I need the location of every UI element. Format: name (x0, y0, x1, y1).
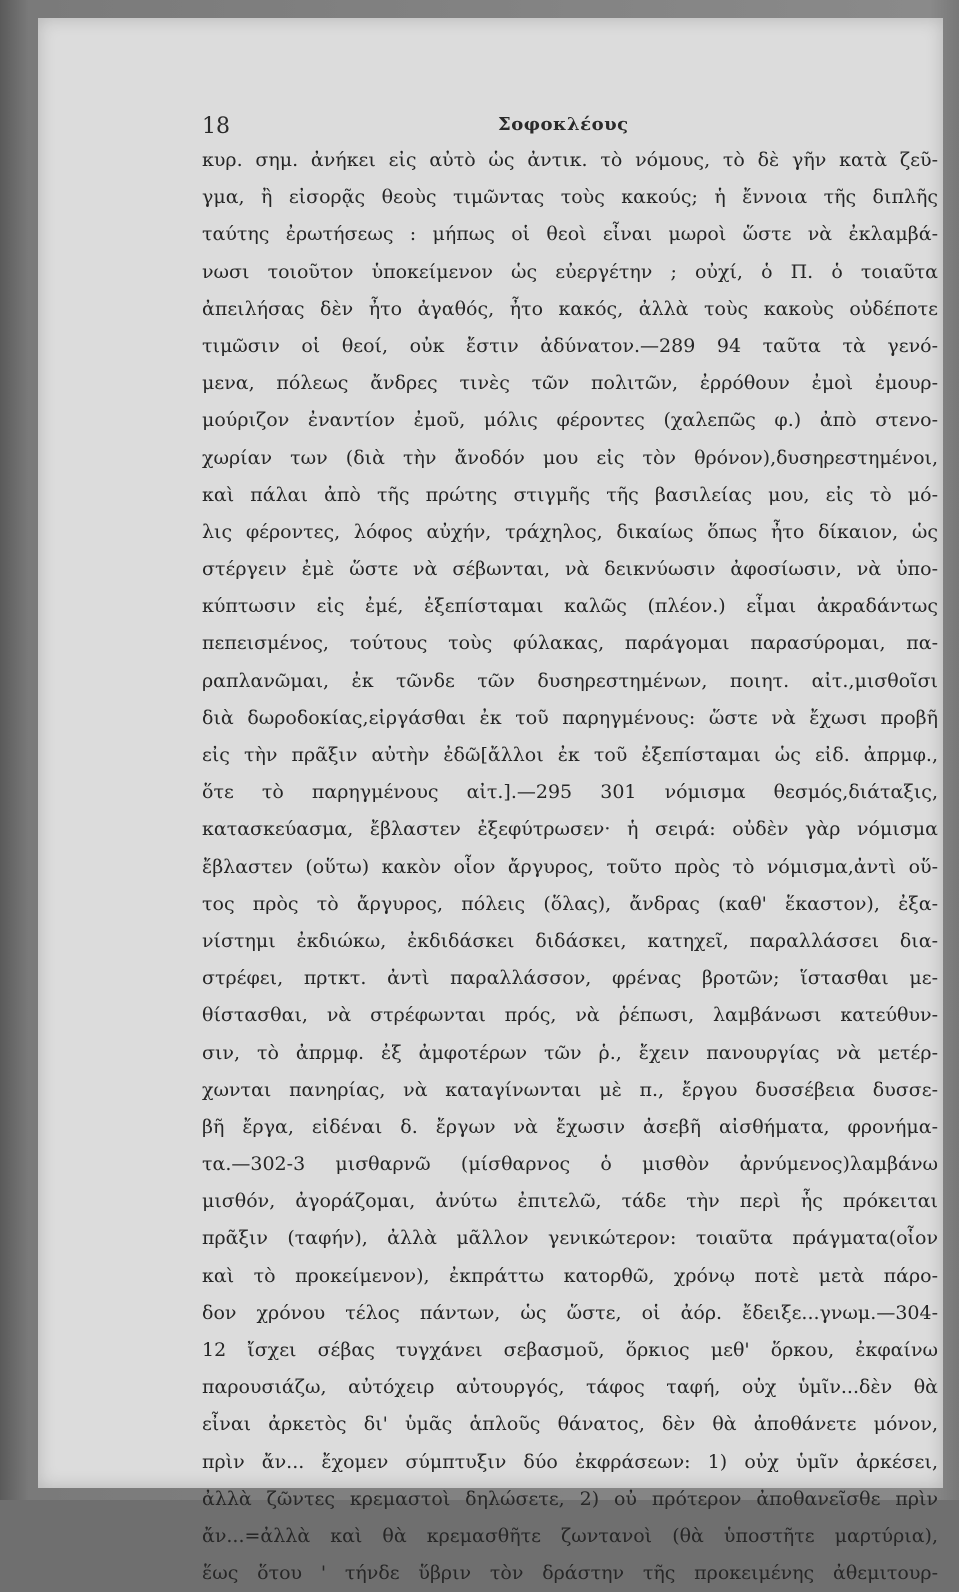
text-line: πρὶν ἄν... ἔχομεν σύμπτυξιν δύο ἐκφράσεων: 1) οὐχ ὑμῖν ἀρκέσει, (202, 1450, 938, 1473)
text-line: στέργειν ἐμὲ ὥστε νὰ σέβωνται, νὰ δεικνύωσιν ἀφοσίωσιν, νὰ ὑπο- (202, 558, 938, 581)
text-line: διὰ δωροδοκίας,εἰργάσθαι ἐκ τοῦ παρηγμένους: ὥστε νὰ ἔχωσι προβῆ (202, 706, 938, 729)
text-line: βῆ ἔργα, εἰδέναι δ. ἔργων νὰ ἔχωσιν ἀσεβῆ αἰσθήματα, φρονήμα- (202, 1115, 938, 1138)
text-line: δον χρόνου τέλος πάντων, ὡς ὥστε, οἱ ἀόρ. ἔδειξε...γνωμ.—304- (202, 1301, 938, 1324)
text-line: καὶ τὸ προκείμενον), ἐκπράττω κατορθῶ, χρόνῳ ποτὲ μετὰ πάρο- (202, 1264, 938, 1287)
commentary-text (202, 142, 938, 1592)
text-line: μισθόν, ἀγοράζομαι, ἀνύτω ἐπιτελῶ, τάδε τὴν περὶ ἧς πρόκειται (202, 1190, 938, 1213)
text-line: θίστασθαι, νὰ στρέφωνται πρός, νὰ ῥέπωσι, λαμβάνωσι κατεύθυν- (202, 1004, 938, 1027)
text-line: 12 ἴσχει σέβας τυγχάνει σεβασμοῦ, ὅρκιος μεθ' ὅρκου, ἐκφαίνω (202, 1339, 938, 1361)
text-line: στρέφει, πρτκτ. ἀντὶ παραλλάσσον, φρένας βροτῶν; ἵστασθαι με- (202, 967, 938, 990)
text-line: νωσι τοιοῦτον ὑποκείμενον ὡς εὐεργέτην ; οὐχί, ὁ Π. ὁ τοιαῦτα (202, 260, 938, 283)
text-line: ὅτε τὸ παρηγμένους αἰτ.].—295 301 νόμισμα θεσμός,διάταξις, (202, 781, 938, 804)
text-line: μούριζον ἐναντίον ἐμοῦ, μόλις φέροντες (χαλεπῶς φ.) ἀπὸ στενο- (202, 409, 938, 432)
text-line: ἔβλαστεν (οὕτω) κακὸν οἷον ἄργυρος, τοῦτο πρὸς τὸ νόμισμα,ἀντὶ οὕ- (202, 855, 938, 878)
text-line: γμα, ἢ εἰσορᾷς θεοὺς τιμῶντας τοὺς κακούς; ἡ ἔννοια τῆς διπλῆς (202, 186, 938, 209)
text-line: πεπεισμένος, τούτους τοὺς φύλακας, παράγομαι παρασύρομαι, πα- (202, 632, 938, 655)
running-title: Σοφοκλέους (498, 114, 629, 135)
text-line: κυρ. σημ. ἀνήκει εἰς αὐτὸ ὡς ἀντικ. τὸ νόμους, τὸ δὲ γῆν κατὰ ζεῦ- (202, 149, 938, 171)
text-line: ἕως ὅτου ' τήνδε ὕβριν τὸν δράστην τῆς προκειμένης ἀθεμιτουρ- (202, 1562, 938, 1585)
text-line: πρᾶξιν (ταφήν), ἀλλὰ μᾶλλον γενικώτερον: τοιαῦτα πράγματα(οἷον (202, 1227, 938, 1250)
text-line: ἀλλὰ ζῶντες κρεμαστοὶ δηλώσετε, 2) οὐ πρότερον ἀποθανεῖσθε πρὶν (202, 1487, 938, 1510)
text-line: μενα, πόλεως ἄνδρες τινὲς τῶν πολιτῶν, ἐρρόθουν ἐμοὶ ἐμουρ- (202, 372, 938, 395)
text-line: ταύτης ἐρωτήσεως : μήπως οἱ θεοὶ εἶναι μωροὶ ὥστε νὰ ἐκλαμβά- (202, 223, 938, 246)
text-line: ἀπειλήσας δὲν ἦτο ἀγαθός, ἦτο κακός, ἀλλὰ τοὺς κακοὺς οὐδέποτε (202, 297, 938, 320)
text-line: καὶ πάλαι ἀπὸ τῆς πρώτης στιγμῆς τῆς βασιλείας μου, εἰς τὸ μό- (202, 483, 938, 506)
text-line: σιν, τὸ ἀπρμφ. ἐξ ἀμφοτέρων τῶν ῥ., ἔχειν πανουργίας νὰ μετέρ- (202, 1041, 938, 1064)
text-line: παρουσιάζω, αὐτόχειρ αὐτουργός, τάφος ταφή, οὐχ ὑμῖν...δὲν θὰ (202, 1376, 938, 1399)
text-line: τος πρὸς τὸ ἄργυρος, πόλεις (ὅλας), ἄνδρας (καθ' ἕκαστον), ἐξα- (202, 892, 938, 915)
text-line: εἶναι ἀρκετὸς δι' ὑμᾶς ἁπλοῦς θάνατος, δὲν θὰ ἀποθάνετε μόνον, (202, 1413, 938, 1436)
text-line: ἄν...=ἀλλὰ καὶ θὰ κρεμασθῆτε ζωντανοὶ (θὰ ὑποστῆτε μαρτύρια), (202, 1524, 938, 1547)
text-line: κύπτωσιν εἰς ἐμέ, ἐξεπίσταμαι καλῶς (πλέον.) εἶμαι ἀκραδάντως (202, 595, 938, 618)
text-line: λις φέροντες, λόφος αὐχήν, τράχηλος, δικαίως ὅπως ἦτο δίκαιον, ὡς (202, 520, 938, 543)
text-line: νίστημι ἐκδιώκω, ἐκδιδάσκει διδάσκει, κατηχεῖ, παραλλάσσει δια- (202, 929, 938, 952)
text-line: τα.—302-3 μισθαρνῶ (μίσθαρνος ὁ μισθὸν ἀρνύμενος)λαμβάνω (202, 1153, 938, 1176)
text-line: χωρίαν των (διὰ τὴν ἄνοδόν μου εἰς τὸν θρόνον),δυσηρεστημένοι, (202, 446, 938, 469)
text-line: εἰς τὴν πρᾶξιν αὐτὴν ἐδῶ[ἄλλοι ἐκ τοῦ ἐξεπίσταμαι ὡς εἰδ. ἀπρμφ., (202, 744, 938, 766)
text-line: ραπλανῶμαι, ἐκ τῶνδε τῶν δυσηρεστημένων, ποιητ. αἰτ.,μισθοῖσι (202, 669, 938, 692)
text-line: τιμῶσιν οἱ θεοί, οὐκ ἔστιν ἀδύνατον.—289 94 ταῦτα τὰ γενό- (202, 334, 938, 357)
text-line: κατασκεύασμα, ἔβλαστεν ἐξεφύτρωσεν· ἡ σειρά: οὐδὲν γὰρ νόμισμα (202, 818, 938, 841)
text-line: χωνται πανηρίας, νὰ καταγίνωνται μὲ π., ἔργου δυσσέβεια δυσσε- (202, 1078, 938, 1101)
page-number: 18 (202, 114, 230, 139)
